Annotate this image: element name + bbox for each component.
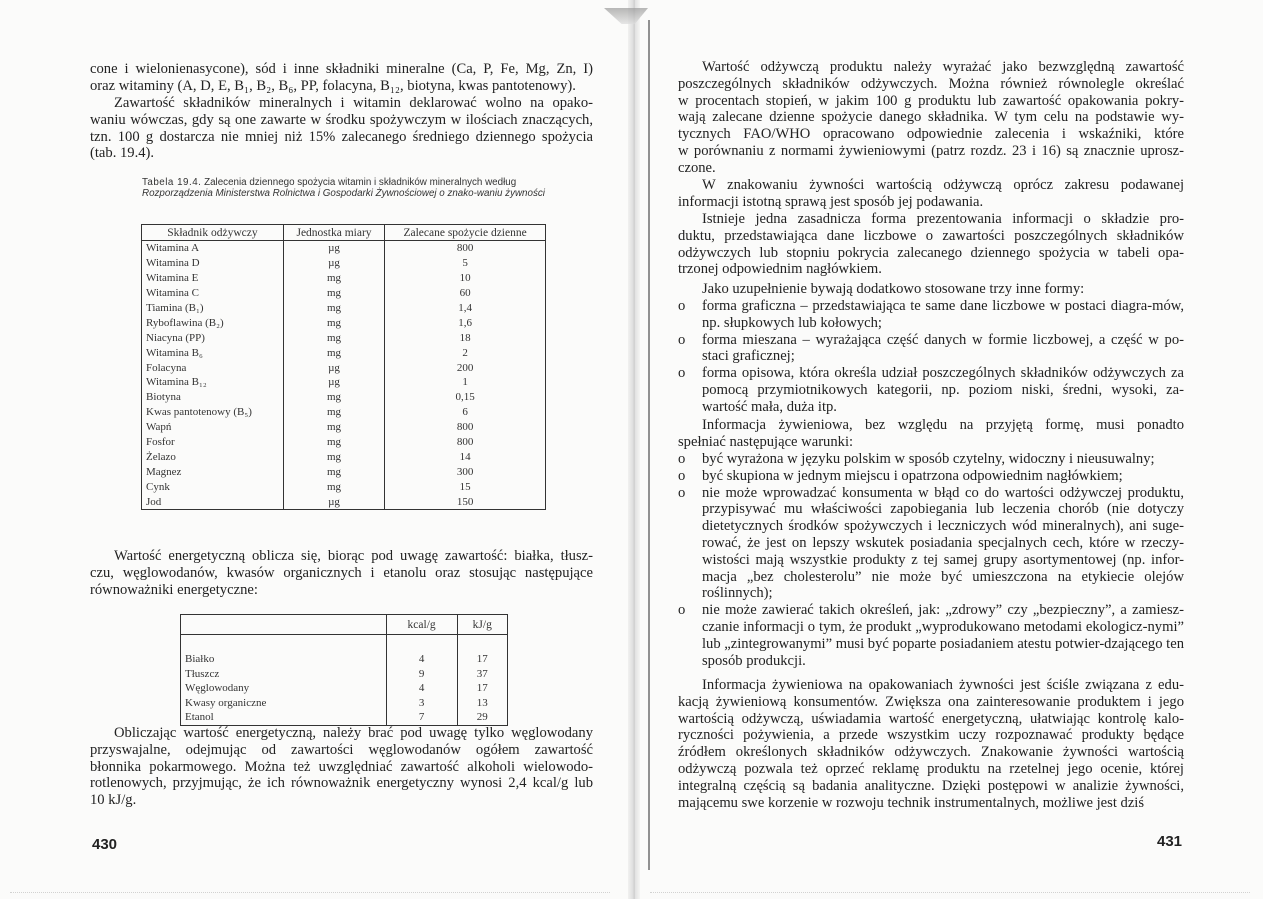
table-cell: 1,6 — [385, 315, 546, 330]
table-cell: 6 — [385, 405, 546, 420]
table-cell: 4 — [386, 652, 457, 667]
left-page — [0, 0, 628, 899]
table-cell: Witamina B₁₂ — [142, 375, 284, 390]
text-line: integralną częścią są badania analityczne. Dzięki postępowi w analizie żywności, — [678, 777, 1184, 794]
table-cell: mg — [283, 315, 384, 330]
text-line: Informacja żywieniowa, bez względu na przyjętą formę, musi ponadto — [702, 417, 1184, 433]
table-cell: 300 — [385, 464, 546, 479]
table-cell: Etanol — [181, 710, 387, 725]
text-line: tzn. 100 g dostarcza nie mniej niż 15% zalecanego średniego dziennego spożycia — [90, 128, 593, 145]
text-line: wają zalecane dzienne spożycie danego składnika. W tym celu na podstawie wy- — [678, 109, 1184, 126]
text-line: duktu, przedstawiająca dane liczbowe o zawartości poszczególnych składników — [678, 227, 1184, 244]
table-cell: 7 — [386, 710, 457, 725]
text-line: Wartość odżywczą produktu należy wyrażać jako bezwzględną zawartość — [702, 59, 1184, 75]
text-line: trzonej odpowiednim nagłówkiem. — [678, 261, 882, 278]
minerals-paragraph — [90, 95, 593, 162]
table-cell: Witamina C — [142, 286, 284, 301]
table-cell: 17 — [457, 652, 507, 667]
list-item: o nie może wprowadzać konsumenta w błąd co do wartości odżywczej produktu, przypisywać mu właściwości zapobiegania lub leczenia chorób (nie dotyczy dietetycznych środków spożywczych i leczniczych wód mineralnych), ani suge-rować, że jest on lepszy wskutek posiadania specjalnych cech, które w rzeczy-wistości mają wszystkie produkty z tej samej grupy asortymentowej (np. infor-macja „bez cholesterolu” nie może być umieszczona na etykiecie olejów roślinnych); — [678, 485, 1184, 603]
table-cell: 800 — [385, 420, 546, 435]
column-header: Zalecane spożycie dzienne — [385, 225, 546, 241]
table-cell: 3 — [386, 696, 457, 711]
table-cell: µg — [283, 241, 384, 256]
table-cell: mg — [283, 464, 384, 479]
table-row — [142, 435, 546, 450]
table-cell: Niacyna (PP) — [142, 330, 284, 345]
text-line: w procentach stopień, w jakim 100 g produktu lub zawartość opakowania pokry- — [678, 92, 1184, 109]
table-cell: mg — [283, 435, 384, 450]
nutrition-value-paragraph — [678, 59, 1184, 177]
table-cell: 800 — [385, 435, 546, 450]
column-header: Jednostka miary — [283, 225, 384, 241]
text-line: wartością odżywczą, uświadamia wartość energetyczną, ułatwiając kontrolę kalo- — [678, 710, 1184, 727]
table-row — [142, 286, 546, 301]
table-cell: Białko — [181, 652, 387, 667]
text-line: kacją żywieniową konsumentów. Zwiększa ona zainteresowanie produktem i jego — [678, 693, 1184, 710]
table-cell: 17 — [457, 681, 507, 696]
daily-intake-table — [141, 224, 546, 510]
list-item: o być wyrażona w języku polskim w sposób czytelny, widoczny i nieusuwalny; — [678, 451, 1184, 468]
text-line: odżywczych lub stopniu pokrycia zalecanego dziennego spożycia w tabeli opa- — [678, 244, 1184, 261]
table-row — [181, 681, 508, 696]
spacer-row — [181, 635, 508, 653]
table-cell: mg — [283, 330, 384, 345]
table-cell: µg — [283, 360, 384, 375]
table-cell: 9 — [386, 667, 457, 682]
table-row — [142, 271, 546, 286]
table-cell: µg — [283, 494, 384, 509]
table-cell: Witamina A — [142, 241, 284, 256]
text-line: W znakowaniu żywności wartością odżywczą oprócz zakresu podawanej — [702, 177, 1184, 193]
text-line: mającemu swe korzenie w rozwoju technik instrumentalnych, możliwe jest dziś — [678, 794, 1145, 811]
page-number-left: 430 — [92, 836, 118, 853]
text-line: Istnieje jedna zasadnicza forma prezentowania informacji o składzie pro- — [702, 211, 1184, 227]
scan-noise — [650, 892, 1250, 895]
table-row — [142, 315, 546, 330]
labeling-paragraph — [678, 177, 1184, 211]
text-line: rotlenowych, przyjmując, że ich równoważnik energetyczny wynosi 2,4 kcal/g lub — [90, 775, 593, 792]
table-cell: 37 — [457, 667, 507, 682]
table-cell: Witamina E — [142, 271, 284, 286]
table-row — [142, 301, 546, 316]
table-cell: Tłuszcz — [181, 667, 387, 682]
text-line: informacji istotną sprawą jest sposób jej podawania. — [678, 193, 984, 210]
table-cell: 13 — [457, 696, 507, 711]
table-cell: µg — [283, 256, 384, 271]
table-cell: Węglowodany — [181, 681, 387, 696]
intro-paragraph — [90, 61, 593, 95]
book-gutter — [628, 0, 640, 899]
text-line: czu, węglowodanów, kwasów organicznych i etanolu oraz stosując następujące — [90, 564, 593, 581]
text-line: cone i wielonienasycone), sód i inne składniki mineralne (Ca, P, Fe, Mg, Zn, I) — [90, 61, 593, 77]
table-cell: Żelazo — [142, 449, 284, 464]
column-header: kcal/g — [386, 615, 457, 635]
list-item: o forma opisowa, która określa udział poszczególnych składników odżywczych za pomocą przymiotnikowych kategorii, np. poziom niski, średni, wysoki, za-wartość mała, duża itp. — [678, 365, 1184, 415]
table-cell: 10 — [385, 271, 546, 286]
text-line: Informacja żywieniowa na opakowaniach żywności jest ściśle związana z edu- — [702, 677, 1184, 693]
table-caption-text: Zalecenia dziennego spożycia witamin i składników mineralnych według — [204, 177, 517, 188]
table-cell: 15 — [385, 479, 546, 494]
table-row — [142, 241, 546, 256]
table-row — [142, 449, 546, 464]
conditions-list — [678, 451, 1184, 669]
table-cell: 800 — [385, 241, 546, 256]
text-line: Obliczając wartość energetyczną, należy brać pod uwagę tylko węglowodany — [114, 725, 593, 741]
column-header — [181, 615, 387, 635]
table-cell: Witamina B₆ — [142, 345, 284, 360]
table-cell: mg — [283, 345, 384, 360]
table-row — [181, 710, 508, 725]
table-cell: 18 — [385, 330, 546, 345]
forms-list — [678, 298, 1184, 416]
presentation-paragraph — [678, 211, 1184, 278]
table-cell: 150 — [385, 494, 546, 509]
text-line: źródłem określonych składników odżywczych. Znakowanie żywności wartością — [678, 744, 1184, 761]
table-cell: Kwas pantotenowy (B₅) — [142, 405, 284, 420]
text-line: ryczności pożywienia, a przede wszystkim uczy rozpoznawać produkty będące — [678, 727, 1184, 744]
table-cell: mg — [283, 479, 384, 494]
table-cell: mg — [283, 405, 384, 420]
table-cell: Wapń — [142, 420, 284, 435]
list-item: o być skupiona w jednym miejscu i opatrzona odpowiednim nagłówkiem; — [678, 468, 1184, 485]
table-cell: 200 — [385, 360, 546, 375]
table-cell: µg — [283, 375, 384, 390]
page-number-right: 431 — [1157, 833, 1183, 850]
text-line: waniu wówczas, gdy są one zawarte w środku spożywczym w ilościach znaczących, — [90, 111, 593, 128]
table-cell: Magnez — [142, 464, 284, 479]
table-cell: Tiamina (B₁) — [142, 301, 284, 316]
conditions-intro — [678, 417, 1184, 451]
table-row — [142, 256, 546, 271]
carbohydrates-paragraph — [90, 725, 593, 809]
text-line: (tab. 19.4). — [90, 145, 155, 162]
energy-equivalents-table — [180, 614, 508, 726]
table-caption-source: Rozporządzenia Ministerstwa Rolnictwa i Gospodarki Żywnościowej o znako-waniu żywności — [142, 188, 545, 199]
table-row — [142, 375, 546, 390]
column-header: kJ/g — [457, 615, 507, 635]
table-row — [142, 330, 546, 345]
table-cell: Jod — [142, 494, 284, 509]
table-cell: 2 — [385, 345, 546, 360]
table-row — [142, 464, 546, 479]
text-line: oraz witaminy (A, D, E, B₁, B₂, B₆, PP, folacyna, B₁₂, biotyna, kwas pantotenowy). — [90, 77, 576, 94]
table-caption-number: Tabela 19.4. — [142, 177, 202, 188]
table-cell: 1 — [385, 375, 546, 390]
table-cell: mg — [283, 449, 384, 464]
text-line: Wartość energetyczną oblicza się, biorąc pod uwagę zawartość: białka, tłusz- — [114, 548, 593, 564]
table-cell: mg — [283, 271, 384, 286]
text-line: w porównaniu z normami żywieniowymi (patrz rozdz. 23 i 16) są znacznie uprosz- — [678, 142, 1184, 159]
table-row — [181, 696, 508, 711]
table-cell: 14 — [385, 449, 546, 464]
text-line: równoważniki energetyczne: — [90, 581, 258, 598]
table-cell: 60 — [385, 286, 546, 301]
table-cell: Folacyna — [142, 360, 284, 375]
table-row — [181, 667, 508, 682]
table-cell: Cynk — [142, 479, 284, 494]
table-cell: 4 — [386, 681, 457, 696]
table-caption — [142, 177, 552, 199]
table-cell: Fosfor — [142, 435, 284, 450]
energy-paragraph — [90, 548, 593, 598]
table-cell: mg — [283, 301, 384, 316]
table-row — [142, 345, 546, 360]
text-line: Zawartość składników mineralnych i witamin deklarować wolno na opako- — [114, 95, 593, 111]
scan-noise — [10, 892, 610, 895]
text-line: czone. — [678, 159, 716, 176]
table-row — [142, 390, 546, 405]
column-header: Składnik odżywczy — [142, 225, 284, 241]
text-line: 10 kJ/g. — [90, 792, 137, 809]
table-row — [142, 420, 546, 435]
list-item: o forma graficzna – przedstawiająca te same dane liczbowe w postaci diagra-mów, np. słupkowych lub kołowych; — [678, 298, 1184, 332]
table-cell: mg — [283, 420, 384, 435]
table-cell: Witamina D — [142, 256, 284, 271]
supplement-intro: Jako uzupełnienie bywają dodatkowo stosowane trzy inne formy: — [702, 281, 1085, 297]
table-cell: Ryboflawina (B₂) — [142, 315, 284, 330]
text-line: poszczególnych składników odżywczych. Można również równolegle określać — [678, 75, 1184, 92]
table-cell: Biotyna — [142, 390, 284, 405]
right-page — [640, 0, 1263, 899]
table-row — [142, 360, 546, 375]
text-line: przyswajalne, odejmując od zawartości węglowodanów ogółem zawartość — [90, 741, 593, 758]
table-cell: 5 — [385, 256, 546, 271]
text-line: tycznych FAO/WHO opracowano odpowiednie zalecenia i wskaźniki, które — [678, 126, 1184, 143]
text-line: odżywczą pozwala też oprzeć reklamę produktu na rzetelnej jego ocenie, której — [678, 760, 1184, 777]
table-cell: mg — [283, 286, 384, 301]
table-cell: mg — [283, 390, 384, 405]
education-paragraph — [678, 677, 1184, 811]
table-cell: 0,15 — [385, 390, 546, 405]
table-cell: 29 — [457, 710, 507, 725]
text-line: błonnika pokarmowego. Można też uwzględniać zawartość alkoholi wielowodo- — [90, 758, 593, 775]
table-cell: Kwasy organiczne — [181, 696, 387, 711]
table-cell: 1,4 — [385, 301, 546, 316]
list-item: o forma mieszana – wyrażająca część danych w formie liczbowej, a część w po-staci graficznej; — [678, 332, 1184, 366]
table-row — [142, 405, 546, 420]
list-item: o nie może zawierać takich określeń, jak: „zdrowy” czy „bezpieczny”, a zamiesz-czanie informacji o tym, że produkt „wyprodukowano metodami ekologicz-nymi” lub „zintegrowanymi” musi być poparte posiadaniem atestu potwier-dzającego ten sposób produkcji. — [678, 602, 1184, 669]
table-row — [181, 652, 508, 667]
text-line: spełniać następujące warunki: — [678, 433, 854, 450]
table-row — [142, 479, 546, 494]
table-row — [142, 494, 546, 509]
